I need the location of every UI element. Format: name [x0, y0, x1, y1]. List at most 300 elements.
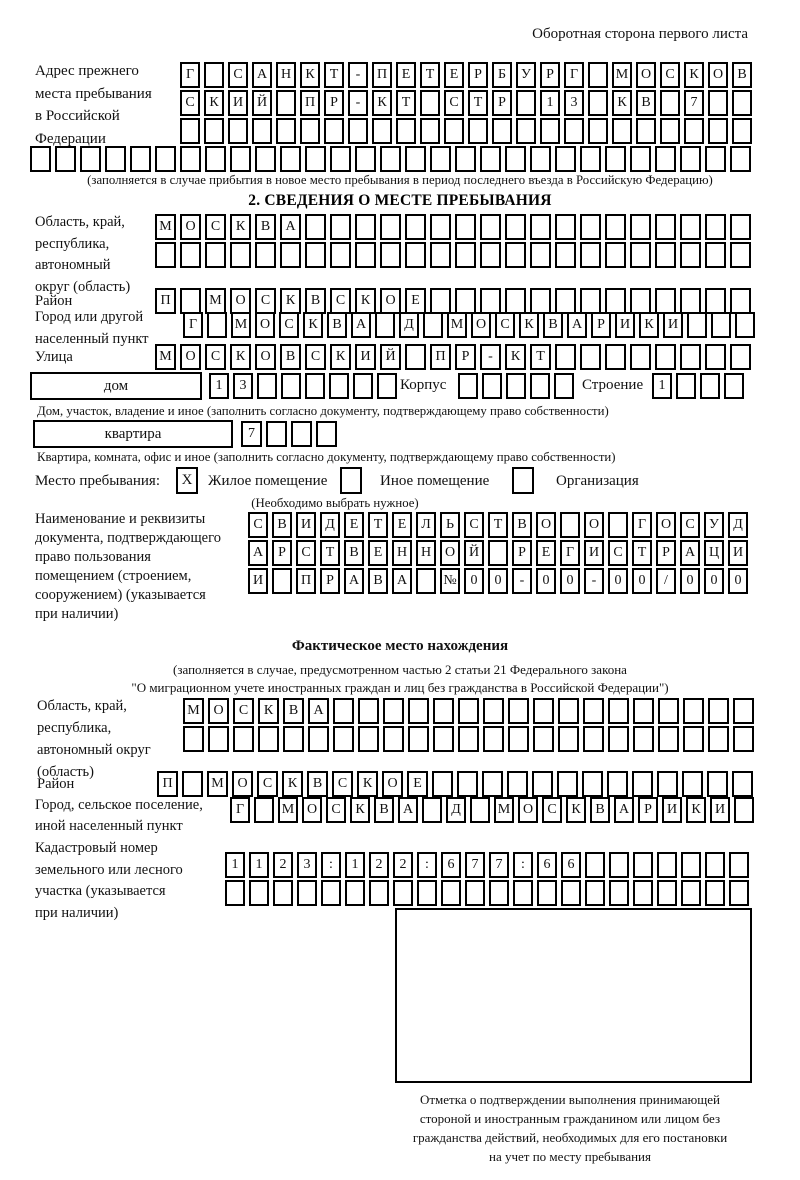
char-cell[interactable]	[633, 726, 654, 752]
char-cell[interactable]	[383, 698, 404, 724]
char-cell[interactable]	[480, 242, 501, 268]
char-cell[interactable]	[455, 146, 476, 172]
char-cell[interactable]: Г	[560, 540, 580, 566]
char-cell[interactable]: В	[636, 90, 656, 116]
char-cell[interactable]	[684, 118, 704, 144]
char-cell[interactable]: 0	[464, 568, 484, 594]
char-cell[interactable]: С	[542, 797, 562, 823]
char-cell[interactable]	[330, 242, 351, 268]
char-cell[interactable]	[297, 880, 317, 906]
char-cell[interactable]	[630, 214, 651, 240]
char-cell[interactable]: С	[332, 771, 353, 797]
char-cell[interactable]: В	[344, 540, 364, 566]
char-cell[interactable]	[732, 118, 752, 144]
char-cell[interactable]: Н	[416, 540, 436, 566]
char-cell[interactable]: О	[382, 771, 403, 797]
char-cell[interactable]	[482, 373, 502, 399]
char-cell[interactable]	[330, 214, 351, 240]
char-cell[interactable]: И	[662, 797, 682, 823]
char-cell[interactable]: О	[180, 214, 201, 240]
char-cell[interactable]	[655, 214, 676, 240]
char-cell[interactable]	[708, 118, 728, 144]
char-cell[interactable]: И	[228, 90, 248, 116]
char-cell[interactable]	[480, 146, 501, 172]
char-cell[interactable]	[564, 118, 584, 144]
char-cell[interactable]	[230, 242, 251, 268]
char-cell[interactable]: Е	[444, 62, 464, 88]
char-cell[interactable]: 0	[704, 568, 724, 594]
char-cell[interactable]: Р	[320, 568, 340, 594]
char-cell[interactable]: Р	[591, 312, 611, 338]
char-cell[interactable]	[680, 146, 701, 172]
char-cell[interactable]: Т	[530, 344, 551, 370]
char-cell[interactable]	[416, 568, 436, 594]
char-cell[interactable]	[458, 373, 478, 399]
char-cell[interactable]: М	[183, 698, 204, 724]
char-cell[interactable]	[272, 568, 292, 594]
char-cell[interactable]: А	[398, 797, 418, 823]
char-cell[interactable]	[607, 771, 628, 797]
char-cell[interactable]	[681, 880, 701, 906]
char-cell[interactable]: 1	[225, 852, 245, 878]
char-cell[interactable]	[417, 880, 437, 906]
char-cell[interactable]: Е	[407, 771, 428, 797]
char-cell[interactable]: К	[303, 312, 323, 338]
char-cell[interactable]	[233, 726, 254, 752]
char-cell[interactable]	[420, 118, 440, 144]
char-cell[interactable]: А	[344, 568, 364, 594]
char-cell[interactable]: П	[157, 771, 178, 797]
char-cell[interactable]: Р	[512, 540, 532, 566]
char-cell[interactable]: Е	[405, 288, 426, 314]
char-cell[interactable]: М	[155, 344, 176, 370]
char-cell[interactable]: И	[584, 540, 604, 566]
char-cell[interactable]: М	[612, 62, 632, 88]
char-cell[interactable]: В	[543, 312, 563, 338]
char-cell[interactable]	[183, 726, 204, 752]
char-cell[interactable]: А	[308, 698, 329, 724]
char-cell[interactable]: О	[232, 771, 253, 797]
char-cell[interactable]	[492, 118, 512, 144]
char-cell[interactable]	[489, 880, 509, 906]
char-cell[interactable]: Т	[420, 62, 440, 88]
char-cell[interactable]: Т	[396, 90, 416, 116]
char-cell[interactable]: В	[307, 771, 328, 797]
stay-type-checkbox-organization[interactable]	[512, 467, 534, 494]
char-cell[interactable]	[588, 118, 608, 144]
char-cell[interactable]	[355, 242, 376, 268]
char-cell[interactable]	[708, 698, 729, 724]
char-cell[interactable]: И	[728, 540, 748, 566]
char-cell[interactable]: 0	[488, 568, 508, 594]
char-cell[interactable]	[683, 698, 704, 724]
char-cell[interactable]	[433, 726, 454, 752]
char-cell[interactable]	[430, 214, 451, 240]
char-cell[interactable]: Р	[272, 540, 292, 566]
char-cell[interactable]	[585, 880, 605, 906]
char-cell[interactable]: В	[374, 797, 394, 823]
char-cell[interactable]	[207, 312, 227, 338]
char-cell[interactable]	[300, 118, 320, 144]
char-cell[interactable]	[230, 146, 251, 172]
char-cell[interactable]: П	[296, 568, 316, 594]
char-cell[interactable]	[130, 146, 151, 172]
char-cell[interactable]	[730, 242, 751, 268]
char-cell[interactable]: О	[380, 288, 401, 314]
char-cell[interactable]	[557, 771, 578, 797]
char-cell[interactable]	[380, 146, 401, 172]
char-cell[interactable]: 0	[608, 568, 628, 594]
char-cell[interactable]: И	[615, 312, 635, 338]
char-cell[interactable]	[605, 344, 626, 370]
char-cell[interactable]: О	[302, 797, 322, 823]
char-cell[interactable]	[468, 118, 488, 144]
char-cell[interactable]	[422, 797, 442, 823]
char-cell[interactable]	[255, 146, 276, 172]
char-cell[interactable]	[516, 118, 536, 144]
char-cell[interactable]	[657, 771, 678, 797]
char-cell[interactable]	[708, 726, 729, 752]
char-cell[interactable]: М	[447, 312, 467, 338]
char-cell[interactable]	[444, 118, 464, 144]
char-cell[interactable]	[729, 880, 749, 906]
char-cell[interactable]: 7	[684, 90, 704, 116]
char-cell[interactable]: О	[584, 512, 604, 538]
char-cell[interactable]	[280, 242, 301, 268]
char-cell[interactable]	[465, 880, 485, 906]
char-cell[interactable]	[483, 726, 504, 752]
char-cell[interactable]: Г	[183, 312, 203, 338]
char-cell[interactable]	[687, 312, 707, 338]
char-cell[interactable]: А	[252, 62, 272, 88]
char-cell[interactable]: 7	[241, 421, 262, 447]
char-cell[interactable]: Т	[368, 512, 388, 538]
char-cell[interactable]	[734, 797, 754, 823]
char-cell[interactable]: П	[430, 344, 451, 370]
char-cell[interactable]: Т	[320, 540, 340, 566]
char-cell[interactable]	[258, 726, 279, 752]
char-cell[interactable]	[433, 698, 454, 724]
char-cell[interactable]	[605, 288, 626, 314]
char-cell[interactable]	[733, 698, 754, 724]
char-cell[interactable]: -	[480, 344, 501, 370]
char-cell[interactable]	[305, 214, 326, 240]
char-cell[interactable]	[182, 771, 203, 797]
char-cell[interactable]: М	[207, 771, 228, 797]
char-cell[interactable]	[683, 726, 704, 752]
char-cell[interactable]	[358, 698, 379, 724]
char-cell[interactable]	[329, 373, 349, 399]
char-cell[interactable]	[705, 852, 725, 878]
char-cell[interactable]: К	[505, 344, 526, 370]
char-cell[interactable]	[554, 373, 574, 399]
char-cell[interactable]: Р	[455, 344, 476, 370]
char-cell[interactable]	[585, 852, 605, 878]
char-cell[interactable]: О	[518, 797, 538, 823]
char-cell[interactable]	[266, 421, 287, 447]
char-cell[interactable]	[408, 698, 429, 724]
char-cell[interactable]: 7	[465, 852, 485, 878]
char-cell[interactable]	[441, 880, 461, 906]
char-cell[interactable]: О	[656, 512, 676, 538]
char-cell[interactable]: С	[248, 512, 268, 538]
char-cell[interactable]: Т	[468, 90, 488, 116]
char-cell[interactable]	[204, 118, 224, 144]
char-cell[interactable]	[588, 62, 608, 88]
char-cell[interactable]: Е	[392, 512, 412, 538]
char-cell[interactable]	[358, 726, 379, 752]
char-cell[interactable]: 0	[560, 568, 580, 594]
char-cell[interactable]	[420, 90, 440, 116]
char-cell[interactable]	[580, 288, 601, 314]
char-cell[interactable]	[405, 146, 426, 172]
char-cell[interactable]: №	[440, 568, 460, 594]
char-cell[interactable]	[396, 118, 416, 144]
char-cell[interactable]: 3	[297, 852, 317, 878]
char-cell[interactable]	[660, 90, 680, 116]
char-cell[interactable]: А	[248, 540, 268, 566]
char-cell[interactable]	[355, 146, 376, 172]
char-cell[interactable]	[609, 852, 629, 878]
char-cell[interactable]: В	[327, 312, 347, 338]
char-cell[interactable]	[505, 242, 526, 268]
char-cell[interactable]: К	[280, 288, 301, 314]
char-cell[interactable]: 2	[369, 852, 389, 878]
char-cell[interactable]	[383, 726, 404, 752]
char-cell[interactable]: А	[680, 540, 700, 566]
char-cell[interactable]: :	[417, 852, 437, 878]
char-cell[interactable]: Е	[396, 62, 416, 88]
char-cell[interactable]: А	[280, 214, 301, 240]
char-cell[interactable]: В	[305, 288, 326, 314]
char-cell[interactable]	[345, 880, 365, 906]
char-cell[interactable]: 6	[441, 852, 461, 878]
char-cell[interactable]: -	[348, 62, 368, 88]
char-cell[interactable]: Г	[564, 62, 584, 88]
char-cell[interactable]: О	[440, 540, 460, 566]
char-cell[interactable]: К	[686, 797, 706, 823]
char-cell[interactable]	[483, 698, 504, 724]
stay-type-checkbox-other-premises[interactable]	[340, 467, 362, 494]
char-cell[interactable]: С	[233, 698, 254, 724]
char-cell[interactable]: Е	[344, 512, 364, 538]
char-cell[interactable]: 2	[393, 852, 413, 878]
char-cell[interactable]: Й	[464, 540, 484, 566]
char-cell[interactable]: Р	[468, 62, 488, 88]
char-cell[interactable]	[657, 880, 677, 906]
char-cell[interactable]: К	[330, 344, 351, 370]
char-cell[interactable]: Г	[180, 62, 200, 88]
char-cell[interactable]	[432, 771, 453, 797]
char-cell[interactable]: К	[350, 797, 370, 823]
char-cell[interactable]	[333, 698, 354, 724]
char-cell[interactable]: К	[519, 312, 539, 338]
char-cell[interactable]	[280, 146, 301, 172]
char-cell[interactable]: К	[566, 797, 586, 823]
char-cell[interactable]	[532, 771, 553, 797]
char-cell[interactable]	[281, 373, 301, 399]
char-cell[interactable]	[705, 242, 726, 268]
char-cell[interactable]	[583, 698, 604, 724]
char-cell[interactable]	[707, 771, 728, 797]
char-cell[interactable]	[405, 344, 426, 370]
char-cell[interactable]	[609, 880, 629, 906]
char-cell[interactable]	[455, 288, 476, 314]
char-cell[interactable]	[505, 214, 526, 240]
char-cell[interactable]	[55, 146, 76, 172]
char-cell[interactable]: -	[348, 90, 368, 116]
char-cell[interactable]: П	[300, 90, 320, 116]
char-cell[interactable]	[180, 146, 201, 172]
char-cell[interactable]	[513, 880, 533, 906]
char-cell[interactable]	[730, 146, 751, 172]
char-cell[interactable]	[508, 726, 529, 752]
char-cell[interactable]: Д	[446, 797, 466, 823]
char-cell[interactable]	[729, 852, 749, 878]
char-cell[interactable]: В	[512, 512, 532, 538]
char-cell[interactable]	[732, 90, 752, 116]
char-cell[interactable]	[633, 698, 654, 724]
char-cell[interactable]: К	[684, 62, 704, 88]
char-cell[interactable]: 1	[540, 90, 560, 116]
char-cell[interactable]: С	[257, 771, 278, 797]
char-cell[interactable]: Ц	[704, 540, 724, 566]
char-cell[interactable]: С	[205, 214, 226, 240]
char-cell[interactable]	[254, 797, 274, 823]
char-cell[interactable]: А	[614, 797, 634, 823]
char-cell[interactable]	[605, 242, 626, 268]
char-cell[interactable]	[582, 771, 603, 797]
char-cell[interactable]	[561, 880, 581, 906]
char-cell[interactable]: К	[612, 90, 632, 116]
char-cell[interactable]	[255, 242, 276, 268]
char-cell[interactable]	[225, 880, 245, 906]
char-cell[interactable]: Ь	[440, 512, 460, 538]
char-cell[interactable]	[680, 214, 701, 240]
char-cell[interactable]	[705, 146, 726, 172]
char-cell[interactable]: К	[372, 90, 392, 116]
char-cell[interactable]	[180, 118, 200, 144]
char-cell[interactable]	[558, 726, 579, 752]
char-cell[interactable]	[555, 344, 576, 370]
char-cell[interactable]: П	[155, 288, 176, 314]
char-cell[interactable]: 0	[632, 568, 652, 594]
char-cell[interactable]	[612, 118, 632, 144]
char-cell[interactable]	[705, 344, 726, 370]
char-cell[interactable]	[380, 214, 401, 240]
char-cell[interactable]	[700, 373, 720, 399]
char-cell[interactable]	[505, 288, 526, 314]
char-cell[interactable]: Т	[324, 62, 344, 88]
char-cell[interactable]: О	[255, 312, 275, 338]
char-cell[interactable]	[516, 90, 536, 116]
char-cell[interactable]: 0	[536, 568, 556, 594]
char-cell[interactable]	[507, 771, 528, 797]
char-cell[interactable]	[540, 118, 560, 144]
char-cell[interactable]	[405, 214, 426, 240]
char-cell[interactable]	[348, 118, 368, 144]
char-cell[interactable]	[555, 146, 576, 172]
char-cell[interactable]: С	[326, 797, 346, 823]
char-cell[interactable]: С	[205, 344, 226, 370]
char-cell[interactable]	[480, 288, 501, 314]
char-cell[interactable]	[558, 698, 579, 724]
char-cell[interactable]	[308, 726, 329, 752]
char-cell[interactable]	[228, 118, 248, 144]
char-cell[interactable]: 1	[209, 373, 229, 399]
char-cell[interactable]: С	[305, 344, 326, 370]
char-cell[interactable]: 6	[537, 852, 557, 878]
char-cell[interactable]	[605, 146, 626, 172]
char-cell[interactable]: Й	[252, 90, 272, 116]
char-cell[interactable]	[630, 146, 651, 172]
char-cell[interactable]	[655, 344, 676, 370]
char-cell[interactable]: 7	[489, 852, 509, 878]
char-cell[interactable]	[324, 118, 344, 144]
char-cell[interactable]	[375, 312, 395, 338]
char-cell[interactable]	[680, 242, 701, 268]
char-cell[interactable]: В	[732, 62, 752, 88]
char-cell[interactable]: Д	[320, 512, 340, 538]
char-cell[interactable]	[470, 797, 490, 823]
char-cell[interactable]: В	[368, 568, 388, 594]
char-cell[interactable]: С	[444, 90, 464, 116]
char-cell[interactable]	[636, 118, 656, 144]
char-cell[interactable]	[533, 698, 554, 724]
char-cell[interactable]: Д	[399, 312, 419, 338]
char-cell[interactable]: 3	[564, 90, 584, 116]
char-cell[interactable]	[658, 726, 679, 752]
char-cell[interactable]: К	[639, 312, 659, 338]
char-cell[interactable]	[732, 771, 753, 797]
char-cell[interactable]: Б	[492, 62, 512, 88]
char-cell[interactable]: О	[636, 62, 656, 88]
char-cell[interactable]	[530, 214, 551, 240]
char-cell[interactable]: Н	[392, 540, 412, 566]
char-cell[interactable]: К	[282, 771, 303, 797]
char-cell[interactable]	[273, 880, 293, 906]
char-cell[interactable]	[630, 344, 651, 370]
char-cell[interactable]	[705, 880, 725, 906]
char-cell[interactable]	[405, 242, 426, 268]
char-cell[interactable]	[708, 90, 728, 116]
char-cell[interactable]: Н	[276, 62, 296, 88]
char-cell[interactable]: 0	[680, 568, 700, 594]
char-cell[interactable]	[681, 852, 701, 878]
char-cell[interactable]	[353, 373, 373, 399]
char-cell[interactable]: /	[656, 568, 676, 594]
char-cell[interactable]	[80, 146, 101, 172]
char-cell[interactable]: -	[584, 568, 604, 594]
char-cell[interactable]	[680, 288, 701, 314]
char-cell[interactable]	[530, 146, 551, 172]
char-cell[interactable]: О	[471, 312, 491, 338]
char-cell[interactable]	[705, 288, 726, 314]
char-cell[interactable]	[423, 312, 443, 338]
char-cell[interactable]	[630, 242, 651, 268]
char-cell[interactable]	[724, 373, 744, 399]
char-cell[interactable]	[488, 540, 508, 566]
char-cell[interactable]: С	[228, 62, 248, 88]
char-cell[interactable]: Р	[656, 540, 676, 566]
char-cell[interactable]: К	[300, 62, 320, 88]
char-cell[interactable]: И	[248, 568, 268, 594]
char-cell[interactable]	[283, 726, 304, 752]
char-cell[interactable]	[204, 62, 224, 88]
char-cell[interactable]	[655, 242, 676, 268]
char-cell[interactable]: 3	[233, 373, 253, 399]
char-cell[interactable]	[316, 421, 337, 447]
